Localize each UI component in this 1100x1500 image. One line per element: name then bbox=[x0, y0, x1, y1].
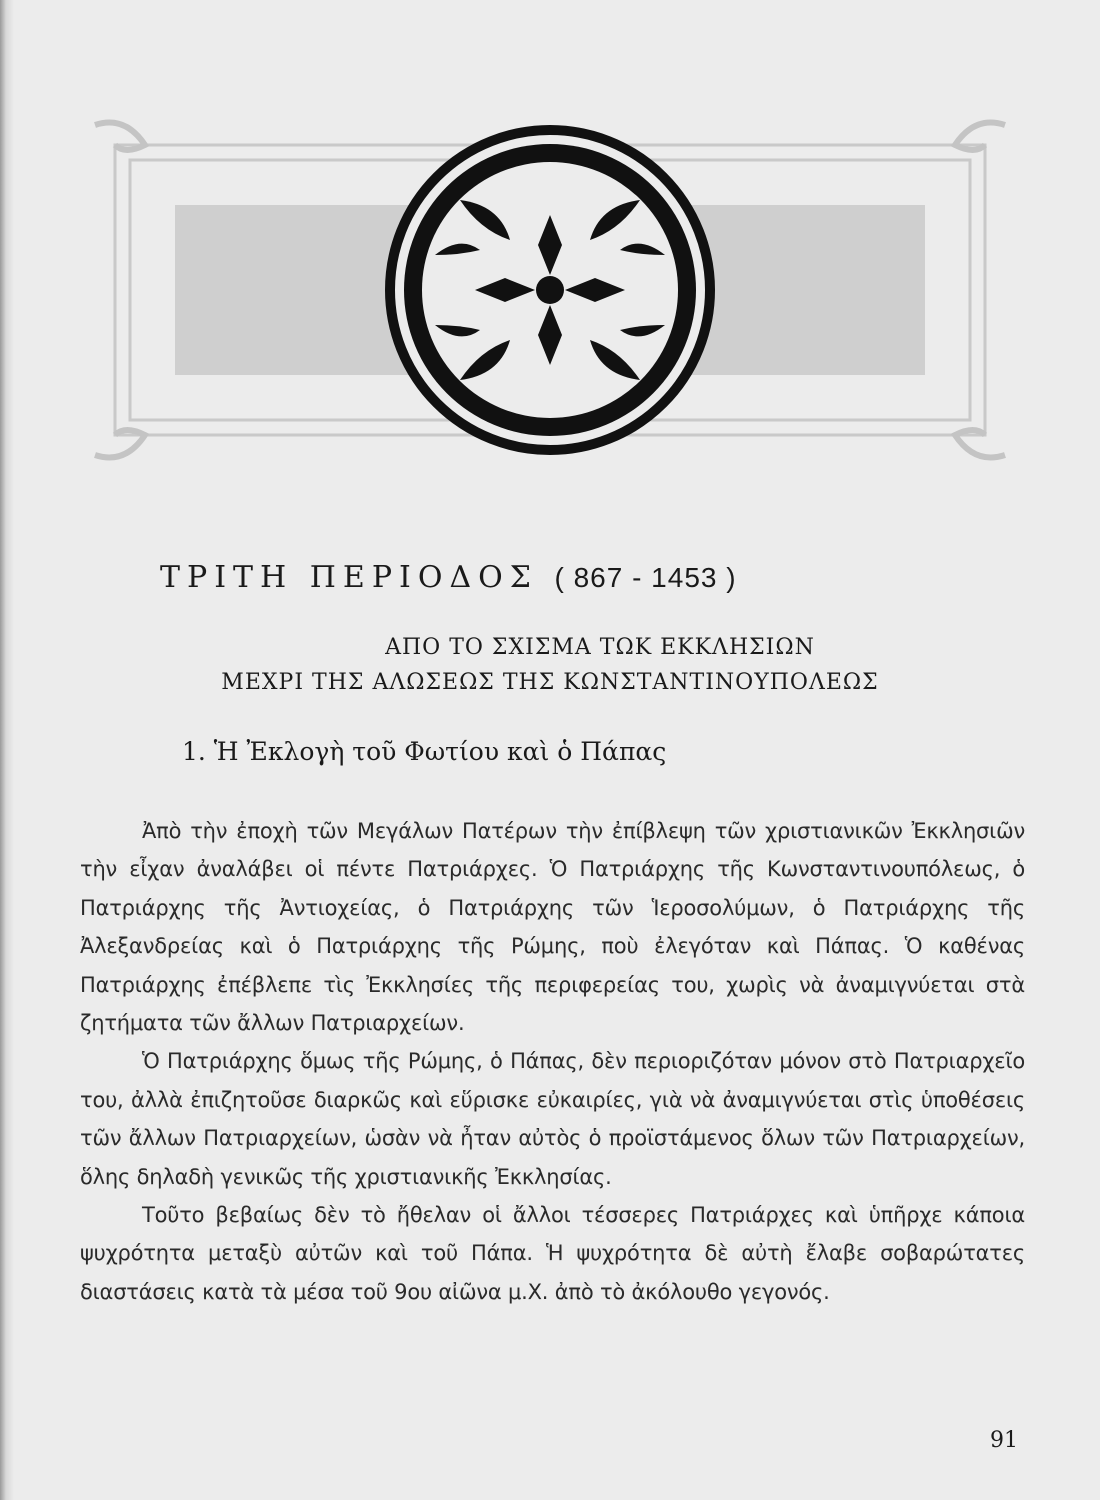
body-text bbox=[80, 812, 1025, 1311]
section-title: 1. Ἡ Ἐκλογὴ τοῦ Φωτίου καὶ ὁ Πάπας bbox=[182, 737, 667, 766]
paragraph: Ὁ Πατριάρχης ὅμως τῆς Ρώμης, ὁ Πάπας, δὲν περιοριζόταν μόνον στὸ Πατριαρχεῖο του, ἀλλὰ ἐπιζητοῦσε διαρκῶς καὶ εὕρισκε εὐκαιρίες, γιὰ νὰ ἀναμιγνύεται στὶς ὑποθέσεις τῶν ἄλλων Πατριαρχείων, ὡσὰν νὰ ἦταν αὐτὸς ὁ προϊστάμενος ὅλων τῶν Πατριαρχείων, ὅλης δηλαδὴ γενικῶς τῆς χριστιανικῆς Ἐκκλησίας. bbox=[80, 1049, 1025, 1189]
chapter-subtitle-line-2: ΜΕΧΡΙ ΤΗΣ ΑΛΩΣΕΩΣ ΤΗΣ ΚΩΝΣΤΑΝΤΙΝΟΥΠΟΛΕΩΣ bbox=[221, 670, 879, 695]
medallion-icon bbox=[390, 130, 710, 450]
chapter-title: ΤΡΙΤΗ ΠΕΡΙΟΔΟΣ bbox=[160, 560, 538, 595]
paragraph: Ἀπὸ τὴν ἐποχὴ τῶν Μεγάλων Πατέρων τὴν ἐπίβλεψη τῶν χριστιανικῶν Ἐκκλησιῶν τὴν εἶχαν ἀναλάβει οἱ πέντε Πατριάρχες. Ὁ Πατριάρχης τῆς Κωνσταντινουπόλεως, ὁ Πατριάρχης τῆς Ἀντιοχείας, ὁ Πατριάρχης τῶν Ἱεροσολύμων, ὁ Πατριάρχης τῆς Ἀλεξανδρείας καὶ ὁ Πατριάρχης τῆς Ρώμης, ποὺ ἐλεγόταν καὶ Πάπας. Ὁ καθένας Πατριάρχης ἐπέβλεπε τὶς Ἐκκλησίες τῆς περιφερείας του, χωρὶς νὰ ἀναμιγνύεται στὰ ζητήματα τῶν ἄλλων Πατριαρχείων. bbox=[80, 819, 1025, 1036]
paragraph: Τοῦτο βεβαίως δὲν τὸ ἤθελαν οἱ ἄλλοι τέσσερες Πατριάρχες καὶ ὑπῆρχε κάποια ψυχρότητα μεταξὺ αὐτῶν καὶ τοῦ Πάπα. Ἡ ψυχρότητα δὲ αὐτὴ ἔλαβε σοβαρώτατες διαστάσεις κατὰ τὰ μέσα τοῦ 9ου αἰῶνα μ.Χ. ἀπὸ τὸ ἀκόλουθο γεγονός. bbox=[80, 1203, 1025, 1304]
chapter-years: ( 867 - 1453 ) bbox=[554, 562, 737, 593]
decorative-headpiece bbox=[75, 105, 1025, 475]
chapter-subtitle-line-1: ΑΠΟ ΤΟ ΣΧΙΣΜΑ ΤΩΚ ΕΚΚΛΗΣΙΩΝ bbox=[385, 635, 815, 660]
page-number: 91 bbox=[990, 1428, 1018, 1453]
chapter-heading bbox=[160, 560, 960, 595]
